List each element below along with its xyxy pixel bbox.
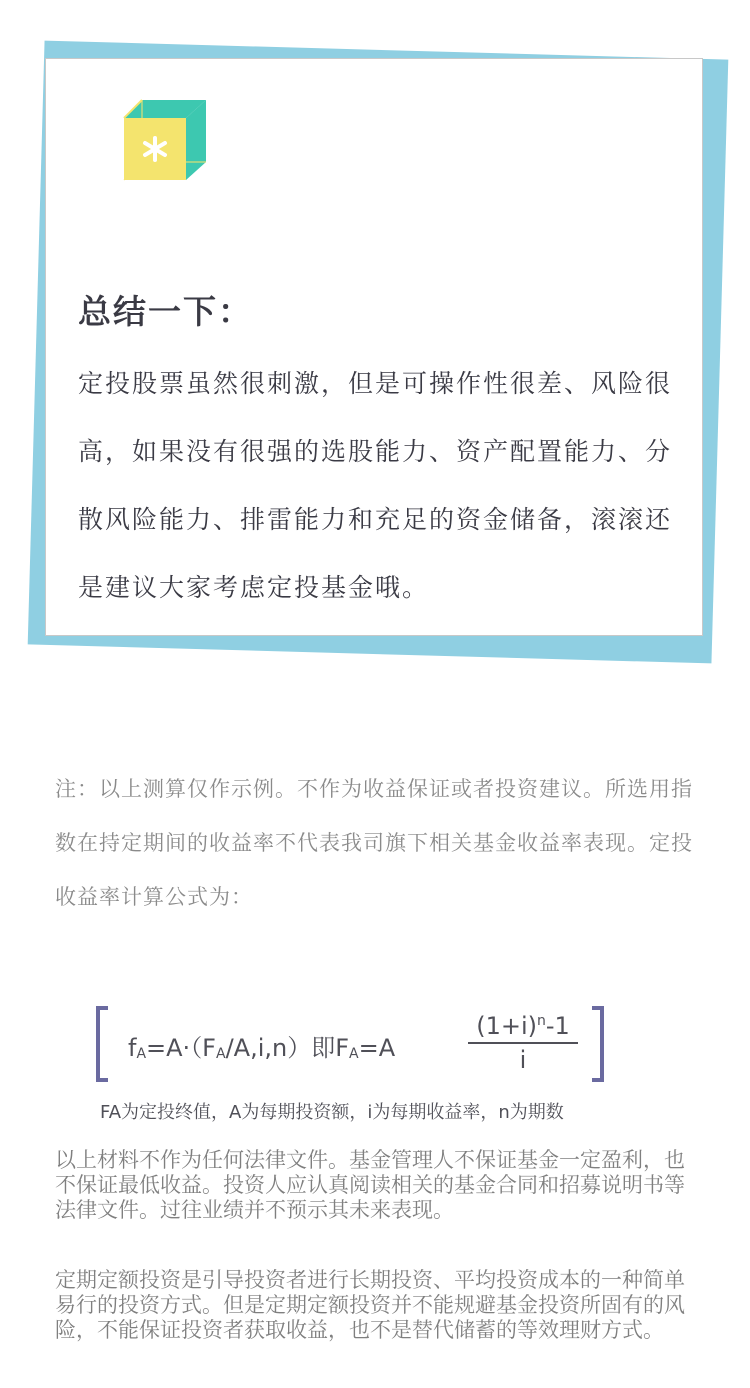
calculation-note: 注：以上测算仅作示例。不作为收益保证或者投资建议。所选用指数在持定期间的收益率不代表我司旗下相关基金收益率表现。定投收益率计算公式为：: [55, 777, 693, 909]
formula-image: [90, 1002, 670, 1132]
investment-risk-disclaimer: 定期定额投资是引导投资者进行长期投资、平均投资成本的一种简单易行的投资方式。但是定期定额投资并不能规避基金投资所固有的风险，不能保证投资者获取收益，也不是替代储蓄的等效理财方式。: [55, 1268, 685, 1342]
asterisk-cube-icon: [122, 98, 208, 184]
formula-caption: FA为定投终值，A为每期投资额，i为每期收益率，n为期数: [100, 1102, 564, 1123]
summary-text: 定投股票虽然很刺激，但是可操作性很差、风险很高，如果没有很强的选股能力、资产配置能力、分散风险能力、排雷能力和充足的资金储备，滚滚还是建议大家考虑定投基金哦。: [78, 369, 673, 602]
legal-disclaimer: 以上材料不作为任何法律文件。基金管理人不保证基金一定盈利，也不保证最低收益。投资人应认真阅读相关的基金合同和招募说明书等法律文件。过往业绩并不预示其未来表现。: [55, 1148, 685, 1222]
formula-main: $f_A=A\cdot(F_A/A,i,n)$即$F_A=A$: [128, 1034, 396, 1062]
summary-title: 总结一下：: [78, 292, 253, 331]
formula-fraction: $\frac{(1+i)^n-1}{i}$: [468, 1012, 578, 1074]
